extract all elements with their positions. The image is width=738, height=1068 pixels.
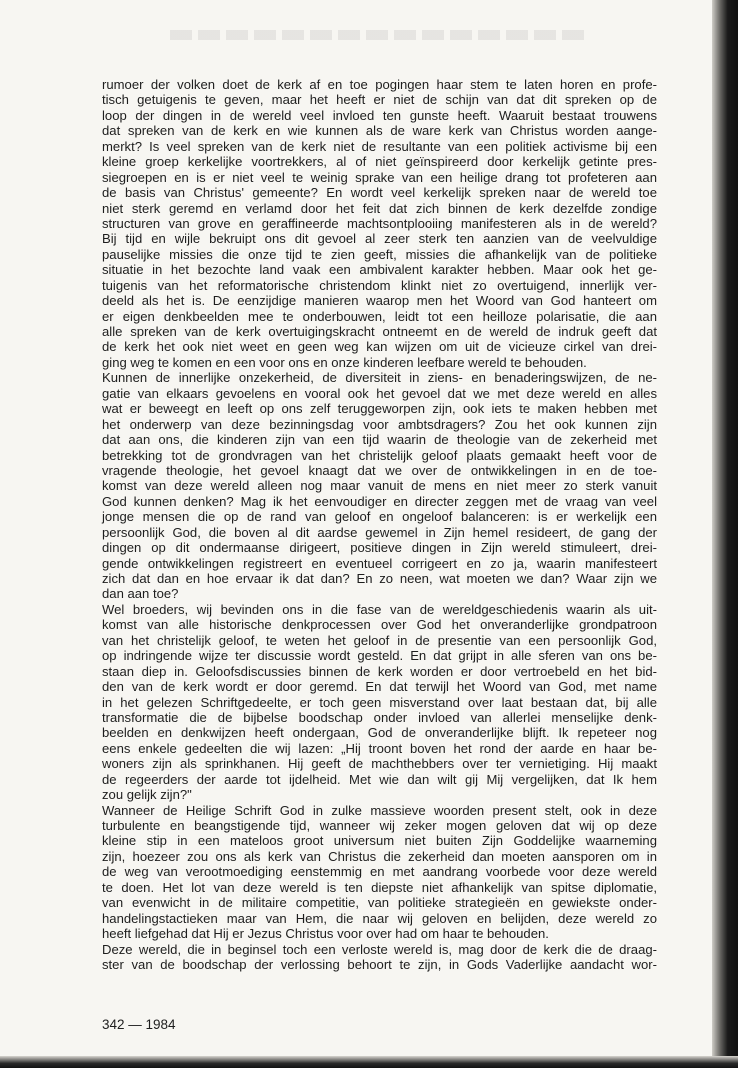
text-line: structuren van grove en geraffineerde machtsontplooiing manifesteren als in de wereld? — [102, 215, 657, 231]
text-line: merkt? Is veel spreken van de kerk niet de resultante van een politiek activisme bij een — [102, 138, 657, 154]
text-line: dat aan ons, die kinderen zijn van een tijd waarin de theologie van de zekerheid met — [102, 432, 657, 448]
text-line: Bij tijd en wijle bekruipt ons dit gevoel al zeer sterk ten aanzien van de veelvuldige — [102, 231, 657, 247]
text-line: eens enkele gedeelten die wij lazen: „Hij troont boven het rond der aarde en haar be- — [102, 740, 657, 756]
text-line: beelden en denkwijzen heeft ondergaan, God de onveranderlijke blijft. Ik repeteer nog — [102, 725, 657, 741]
text-line: het onderwerp van deze bezinningsdag voor ambtsdragers? Zou het ook kunnen zijn — [102, 416, 657, 432]
text-line: jonge mensen die op de rand van geloof en ongeloof balanceren: is er werkelijk een — [102, 509, 657, 525]
text-line: kleine groep kerkelijke voortrekkers, al of niet geïnspireerd door kerkelijk getinte pres- — [102, 154, 657, 170]
text-line: deeld als het is. De eenzijdige manieren waarop men het Woord van God hanteert om — [102, 293, 657, 309]
text-line: van het christelijk geloof, te weten het geloof in de presentie van een persoonlijk God, — [102, 632, 657, 648]
text-line: Kunnen de innerlijke onzekerheid, de diversiteit in ziens- en benaderingswijzen, de ne- — [102, 370, 657, 386]
text-line: gatie van elkaars gevoelens en vooral ook het gevoel dat we met deze wereld en alles — [102, 385, 657, 401]
text-line: zich dat dan en hoe ervaar ik dat dan? En zo neen, wat moeten we dan? Waar zijn we — [102, 571, 657, 586]
text-line: loop der dingen in de wereld veel invloed ten gunste heeft. Waaruit bestaat trouwens — [102, 107, 657, 123]
text-line: zijn, hoezeer zou ons als kerk van Christus die zekerheid dan moeten aansporen om in — [102, 848, 657, 864]
text-line: te doen. Het lot van deze wereld is ten diepste niet afhankelijk van spitse diplomatie, — [102, 879, 657, 895]
text-line: staan diep in. Geloofsdiscussies binnen de kerk worden er door vertroebeld en het bid- — [102, 663, 657, 679]
text-line: betrekking tot de grondvragen van het christelijk geloof plaats gemaakt heeft voor de — [102, 447, 657, 463]
text-line: gende ontwikkelingen registreert en eventueel corrigeert en zo ja, waarin manifesteert — [102, 555, 657, 571]
text-line: wat er beweegt en leeft op ons zelf teruggeworpen zijn, ook iets te maken hebben met — [102, 401, 657, 417]
text-line: tisch getuigenis te geven, maar het heeft er niet de schijn van dat dit spreken op de — [102, 92, 657, 108]
text-line: God kunnen denken? Mag ik het eenvoudiger en directer zeggen met de vraag van veel — [102, 493, 657, 509]
text-line: kleine stip in een mateloos groot universum niet buiten Zijn Goddelijke waarneming — [102, 833, 657, 849]
text-line: de weg van verootmoediging eenstemmig en met aandrang voorbede voor deze wereld — [102, 864, 657, 880]
text-line: van evenwicht in de militaire competitie, van politieke strategieën en gewiekste onder- — [102, 895, 657, 911]
body-text — [102, 77, 657, 972]
page-bottom-edge — [0, 1056, 738, 1068]
text-line: woners zijn als sprinkhanen. Hij geeft de machthebbers over ter vernietiging. Hij maakt — [102, 756, 657, 772]
text-line: dan aan toe? — [102, 586, 179, 602]
text-line: dat spreken van de kerk en wie kunnen als de ware kerk van Christus worden aange- — [102, 123, 657, 139]
text-line: alle spreken van de kerk overtuigingskracht ontneemt en de wereld de indruk geeft dat — [102, 324, 657, 339]
text-line: situatie in het bezochte land vaak een ambivalent karakter hebben. Maar ook het ge- — [102, 262, 657, 278]
text-line: dingen op dit ondermaanse dirigeert, positieve dingen in Zijn wereld stimuleert, drei- — [102, 540, 657, 556]
book-spine-shadow — [712, 0, 738, 1068]
text-line: ster van de boodschap der verlossing behoort te zijn, in Gods Vaderlijke aandacht wor- — [102, 956, 657, 972]
text-line: ging weg te komen en een voor ons en onze kinderen leefbare wereld te behouden. — [102, 354, 587, 370]
text-line: op indringende wijze ter discussie wordt gesteld. En dat grijpt in alle sferen van ons be- — [102, 648, 657, 664]
text-line: den van de kerk wordt er door geremd. En dat terwijl het Woord van God, met name — [102, 679, 657, 695]
text-line: komst van alle historische denkprocessen over God het onveranderlijke grondpatroon — [102, 617, 657, 633]
text-line: de kerk het ook niet weet en geen weg kan wijzen om uit de vicieuze cirkel van drei- — [102, 339, 657, 355]
text-line: Deze wereld, die in beginsel toch een verloste wereld is, mag door de kerk die de draag- — [102, 941, 657, 957]
text-line: niet sterk geremd en verlamd door het feit dat zich binnen de kerk dezelfde zondige — [102, 200, 657, 216]
text-line: turbulente en beangstigende tijd, wanneer wij zeker mogen geloven dat wij op deze — [102, 818, 657, 833]
text-line: de basis van Christus' gemeente? En wordt veel kerkelijk spreken naar de wereld toe — [102, 185, 657, 201]
text-line: in het gelezen Schriftgedeelte, er toch geen misverstand over laat bestaan dat, bij alle — [102, 694, 657, 710]
text-line: er eigen denkbeelden mee te onderbouwen, leidt tot een heilloze polarisatie, die aan — [102, 308, 657, 324]
text-line: komst van deze wereld alleen nog maar vanuit de mens en niet meer zo sterk vanuit — [102, 478, 657, 494]
text-line: pauselijke missies die onze tijd te zien geeft, missies die afhankelijk van de politieke — [102, 246, 657, 262]
text-line: heeft liefgehad dat Hij er Jezus Christus voor over had om haar te behouden. — [102, 926, 549, 942]
text-line: tuigenis van het reformatorische christendom klinkt niet zo overtuigend, innerlijk ver- — [102, 277, 657, 293]
page-number: 342 — 1984 — [102, 1017, 176, 1032]
text-line: Wanneer de Heilige Schrift God in zulke massieve woorden present stelt, ook in deze — [102, 802, 657, 818]
text-line: handelingstactieken maar van Hem, die naar wij geloven en belijden, deze wereld zo — [102, 910, 657, 926]
text-line: rumoer der volken doet de kerk af en toe pogingen haar stem te laten horen en profe- — [102, 77, 657, 92]
bleed-through-text — [170, 30, 590, 40]
text-line: Wel broeders, wij bevinden ons in die fase van de wereldgeschiedenis waarin als uit- — [102, 601, 657, 617]
text-line: de regeerders der aarde tot ijdelheid. Met wie dan wilt gij Mij vergelijken, dat Ik hem — [102, 771, 657, 787]
text-line: zou gelijk zijn?" — [102, 787, 192, 803]
text-line: transformatie die de bijbelse boodschap onder invloed van allerlei menselijke denk- — [102, 709, 657, 725]
text-line: persoonlijk God, die boven al dit aardse gewemel in Zijn hemel resideert, de gang der — [102, 524, 657, 540]
text-line: siegroepen en is er niet veel te weinig sprake van een heilige drang tot profeteren aan — [102, 169, 657, 185]
text-line: vragende theologie, het gevoel knaagt dat we over de ontwikkelingen in en de toe- — [102, 462, 657, 478]
